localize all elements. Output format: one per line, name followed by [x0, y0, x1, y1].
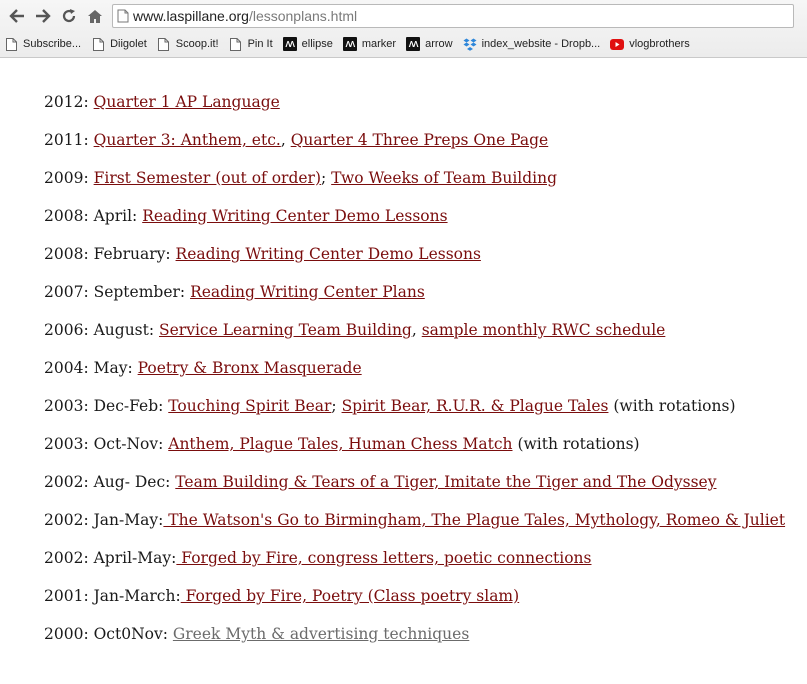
separator-text: (with rotations)	[608, 397, 736, 415]
list-item	[44, 92, 807, 130]
lesson-link[interactable]: Quarter 3: Anthem, etc.	[93, 131, 281, 149]
lesson-link[interactable]: First Semester (out of order)	[93, 169, 322, 187]
entry-date-label: 2012:	[44, 93, 94, 111]
list-item	[44, 434, 807, 472]
bookmark-2[interactable]	[157, 37, 219, 51]
page-icon	[229, 37, 243, 51]
lesson-link[interactable]: sample monthly RWC schedule	[421, 321, 666, 339]
back-button[interactable]	[4, 3, 30, 29]
list-item	[44, 586, 807, 624]
forward-arrow-icon	[35, 9, 51, 23]
list-item	[44, 206, 807, 244]
back-arrow-icon	[9, 9, 25, 23]
list-item	[44, 168, 807, 206]
bookmarks-bar	[0, 32, 807, 56]
list-item	[44, 396, 807, 434]
separator-text: ,	[280, 131, 291, 149]
entry-date-label: 2007: September:	[44, 283, 191, 301]
bookmark-7[interactable]	[463, 37, 601, 51]
bookmark-6[interactable]	[406, 37, 453, 51]
page-icon	[117, 9, 129, 23]
lesson-link[interactable]: Quarter 1 AP Language	[93, 93, 280, 111]
bookmark-label: Scoop.it!	[175, 38, 219, 50]
bookmark-8[interactable]	[610, 38, 690, 50]
list-item	[44, 282, 807, 320]
separator-text: ;	[321, 169, 332, 187]
bookmark-label: ellipse	[301, 38, 333, 50]
list-item	[44, 472, 807, 510]
lesson-link[interactable]: Forged by Fire, congress letters, poetic connections	[176, 549, 592, 567]
list-item	[44, 358, 807, 396]
entry-date-label: 2002: Jan-May:	[44, 511, 164, 529]
bookmark-label: arrow	[425, 38, 453, 50]
lesson-link[interactable]: Reading Writing Center Plans	[190, 283, 425, 301]
bookmark-5[interactable]	[343, 37, 396, 51]
lesson-link[interactable]: Service Learning Team Building	[159, 321, 412, 339]
home-icon	[87, 9, 103, 24]
entry-date-label: 2003: Oct-Nov:	[44, 435, 169, 453]
list-item	[44, 548, 807, 586]
list-item	[44, 130, 807, 168]
entry-date-label: 2004: May:	[44, 359, 138, 377]
youtube-icon	[610, 39, 624, 50]
entry-date-label: 2002: April-May:	[44, 549, 177, 567]
lesson-link[interactable]: Quarter 4 Three Preps One Page	[290, 131, 549, 149]
reload-button[interactable]	[56, 3, 82, 29]
browser-chrome	[0, 0, 807, 58]
separator-text: (with rotations)	[512, 435, 640, 453]
lesson-link[interactable]: Spirit Bear, R.U.R. & Plague Tales	[341, 397, 609, 415]
m-icon: ΛΛ	[406, 37, 420, 51]
lesson-link[interactable]: Forged by Fire, Poetry (Class poetry slam)	[180, 587, 520, 605]
lesson-plans-list	[0, 58, 807, 662]
m-icon: ΛΛ	[283, 37, 297, 51]
page-icon	[157, 37, 171, 51]
lesson-link[interactable]: Poetry & Bronx Masquerade	[137, 359, 362, 377]
entry-date-label: 2000: Oct0Nov:	[44, 625, 173, 643]
list-item	[44, 624, 807, 662]
entry-date-label: 2009:	[44, 169, 94, 187]
bookmark-3[interactable]	[229, 37, 273, 51]
lesson-link[interactable]: Anthem, Plague Tales, Human Chess Match	[168, 435, 513, 453]
forward-button[interactable]	[30, 3, 56, 29]
page-icon	[4, 37, 18, 51]
lesson-link[interactable]: Reading Writing Center Demo Lessons	[142, 207, 448, 225]
entry-date-label: 2001: Jan-March:	[44, 587, 181, 605]
bookmark-label: marker	[361, 38, 397, 50]
list-item	[44, 244, 807, 282]
lesson-link[interactable]: Team Building & Tears of a Tiger, Imitate the Tiger and The Odyssey	[175, 473, 717, 491]
bookmark-1[interactable]	[91, 37, 147, 51]
lesson-link[interactable]: The Watson's Go to Birmingham, The Plague Tales, Mythology, Romeo & Juliet	[163, 511, 786, 529]
url-host: www.laspillane.org	[133, 8, 249, 24]
bookmark-0[interactable]	[4, 37, 81, 51]
bookmark-4[interactable]	[283, 37, 333, 51]
bookmark-label: Subscribe...	[23, 38, 82, 50]
separator-text: ;	[331, 397, 342, 415]
separator-text: ,	[411, 321, 422, 339]
url-path: /lessonplans.html	[248, 8, 358, 24]
entry-date-label: 2002: Aug- Dec:	[44, 473, 176, 491]
bookmark-label: vlogbrothers	[629, 38, 690, 50]
list-item	[44, 320, 807, 358]
dropbox-icon	[463, 37, 477, 51]
reload-icon	[61, 8, 77, 24]
address-bar[interactable]	[112, 4, 794, 28]
bookmark-label: index_website - Dropb...	[481, 38, 601, 50]
page-icon	[91, 37, 105, 51]
m-icon: ΛΛ	[343, 37, 357, 51]
home-button[interactable]	[82, 3, 108, 29]
bookmark-label: Pin It	[247, 38, 273, 50]
entry-date-label: 2011:	[44, 131, 94, 149]
lesson-link[interactable]: Touching Spirit Bear	[168, 397, 332, 415]
entry-date-label: 2003: Dec-Feb:	[44, 397, 169, 415]
lesson-link[interactable]: Reading Writing Center Demo Lessons	[175, 245, 481, 263]
bookmark-label: Diigolet	[110, 38, 147, 50]
list-item	[44, 510, 807, 548]
browser-toolbar	[0, 0, 807, 32]
lesson-link[interactable]: Greek Myth & advertising techniques	[172, 625, 470, 643]
entry-date-label: 2006: August:	[44, 321, 160, 339]
entry-date-label: 2008: February:	[44, 245, 176, 263]
entry-date-label: 2008: April:	[44, 207, 143, 225]
lesson-link[interactable]: Two Weeks of Team Building	[331, 169, 558, 187]
